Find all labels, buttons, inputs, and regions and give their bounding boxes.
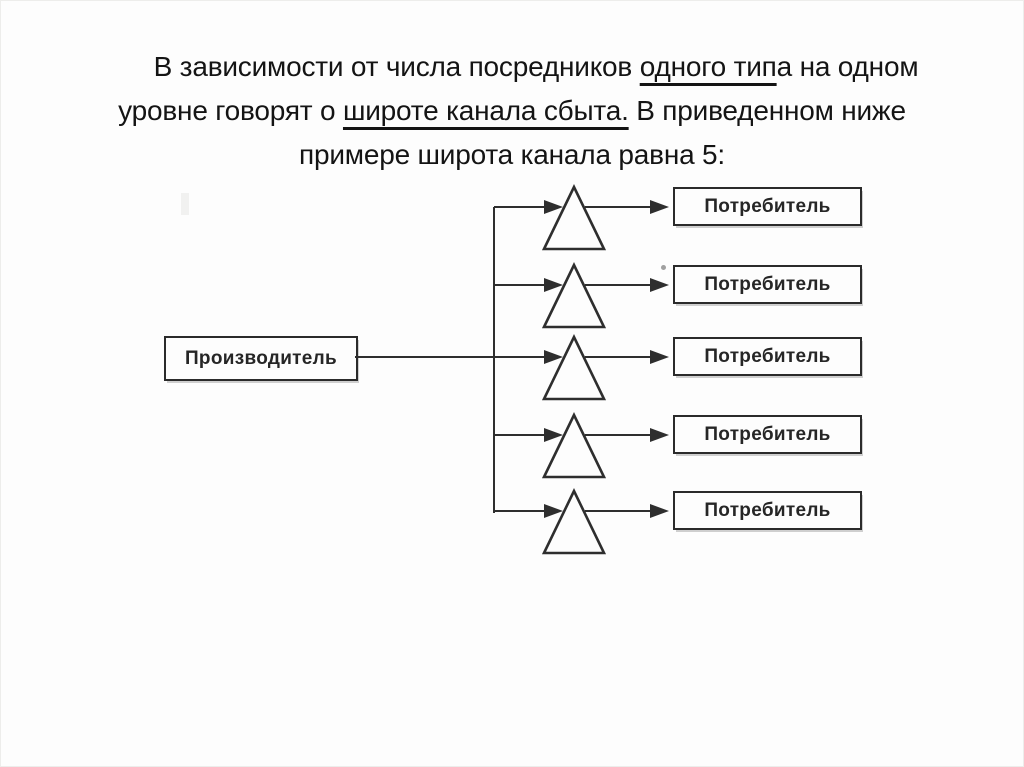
slide-title bbox=[1, 45, 1023, 177]
consumer-box bbox=[673, 491, 862, 530]
branch-line bbox=[494, 434, 545, 436]
title-line-1 bbox=[154, 51, 919, 82]
title-line-1-underlined: одного тип bbox=[639, 51, 777, 82]
right-arrow-head-icon bbox=[650, 504, 669, 518]
consumer-label: Потребитель bbox=[704, 196, 831, 217]
channel-row bbox=[1, 314, 1024, 400]
channel-row bbox=[1, 392, 1024, 478]
channel-row bbox=[1, 164, 1024, 250]
title-line-2-pre: уровне говорят о bbox=[118, 95, 343, 126]
intermediary-triangle-icon bbox=[541, 488, 607, 556]
consumer-arrow-line bbox=[585, 206, 652, 208]
right-arrow-head-icon bbox=[650, 350, 669, 364]
producer-label: Производитель bbox=[184, 348, 338, 369]
channel-row bbox=[1, 468, 1024, 554]
title-line-1-post: а на одном bbox=[776, 51, 919, 82]
consumer-box bbox=[673, 187, 862, 226]
branch-line bbox=[494, 356, 545, 358]
title-line-3: примере широта канала равна 5: bbox=[299, 139, 725, 170]
title-line-1-pre: В зависимости от числа посредников bbox=[153, 51, 640, 82]
branch-line bbox=[494, 206, 545, 208]
branch-line bbox=[494, 284, 545, 286]
consumer-label: Потребитель bbox=[704, 424, 831, 445]
right-arrow-head-icon bbox=[650, 278, 669, 292]
branch-line bbox=[494, 510, 545, 512]
consumer-label: Потребитель bbox=[704, 274, 831, 295]
consumer-arrow-line bbox=[585, 510, 652, 512]
consumer-label: Потребитель bbox=[704, 346, 831, 367]
right-arrow-head-icon bbox=[650, 428, 669, 442]
consumer-arrow-line bbox=[585, 284, 652, 286]
scan-smudge bbox=[181, 193, 189, 215]
consumer-box bbox=[673, 265, 862, 304]
title-line-2-underlined: широте канала сбыта. bbox=[342, 95, 629, 126]
consumer-box bbox=[673, 337, 862, 376]
title-line-2-post: В приведенном ниже bbox=[628, 95, 906, 126]
consumer-box bbox=[673, 415, 862, 454]
scan-speck bbox=[661, 265, 666, 270]
consumer-label: Потребитель bbox=[704, 500, 831, 521]
consumer-arrow-line bbox=[585, 434, 652, 436]
right-arrow-head-icon bbox=[650, 200, 669, 214]
consumer-arrow-line bbox=[585, 356, 652, 358]
title-line-2 bbox=[118, 95, 906, 126]
